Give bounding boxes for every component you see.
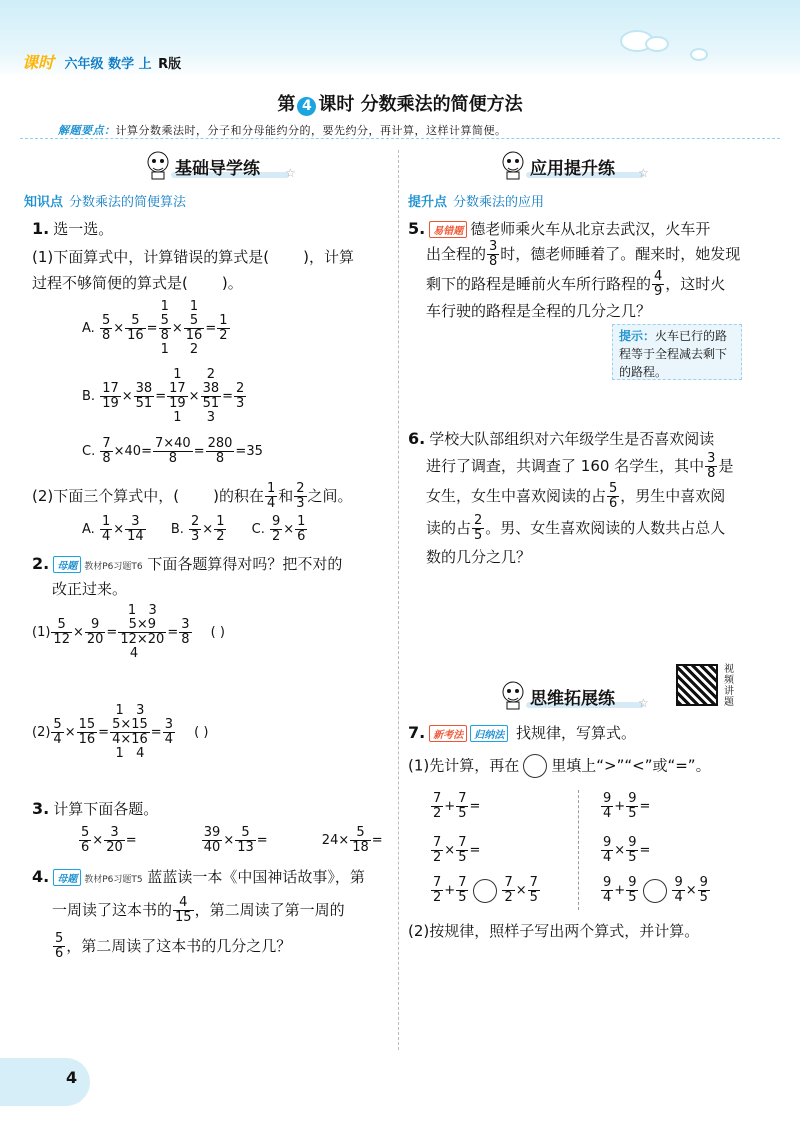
brand-logo: 课时 <box>22 53 55 72</box>
lesson-number-badge: 4 <box>297 97 316 116</box>
grade-label: 六年级 数学 上 <box>64 57 152 72</box>
header-brand <box>22 50 181 73</box>
section-header-basic: 基础导学练 ☆ <box>145 150 305 180</box>
star-icon: ☆ <box>285 166 296 180</box>
q5-line4: 车行驶的路程是全程的几分之几？ <box>426 302 652 320</box>
question-3: 3. 计算下面各题。 <box>32 799 159 818</box>
upgrade-point: 提升点 分数乘法的应用 <box>408 195 545 210</box>
q6-line2: 进行了调查，共调查了 160 名学生，其中 $\frac{3}{8}$ 是 <box>426 451 734 481</box>
question-5: 5. 易错题 德老师乘火车从北京去武汉，火车开 <box>408 219 711 238</box>
q4-line2: 一周读了这本书的 $\frac{4}{15}$ ，第二周读了第一周的 <box>52 895 345 925</box>
q1-part2-options: A. $\frac{1}{4}$ × $\frac{3}{14}$ B. $\frac{2}{3}$ × $\frac{1}{2}$ C. $\frac{9}{2}$ × $\frac{1}{6}$ <box>82 514 306 544</box>
question-6: 6. 学校大队部组织对六年级学生是否喜欢阅读 <box>408 429 715 448</box>
star-icon: ☆ <box>638 696 649 710</box>
column-divider <box>398 150 399 1050</box>
section-header-apply: 应用提升练 ☆ <box>500 150 660 180</box>
q4-line3: $\frac{5}{6}$ ，第二周读了这本书的几分之几？ <box>55 931 292 961</box>
q7-expr-1: $\frac{7}{2}$ + $\frac{7}{5}$ = <box>433 791 481 821</box>
cloud-decoration <box>690 48 708 61</box>
qr-caption: 视频讲题 <box>724 664 734 708</box>
knowledge-point: 知识点 分数乘法的简便算法 <box>24 195 187 210</box>
q1-part2: (2)下面三个算式中，( )的积在 $\frac{1}{4}$ 和 $\frac{2}{3}$ 之间。 <box>32 481 353 511</box>
page-number: 4 <box>66 1068 78 1087</box>
q7-expr-4: $\frac{9}{4}$ + $\frac{9}{5}$ = <box>603 791 651 821</box>
q7-expr-6: $\frac{9}{4}$ + $\frac{9}{5}$ $\frac{9}{4}$ × $\frac{9}{5}$ <box>603 875 708 905</box>
question-2: 2. 母题 教材P6习题T6 下面各题算得对吗？把不对的 <box>32 554 343 573</box>
question-4: 4. 母题 教材P6习题T5 蓝蓝读一本《中国神话故事》，第 <box>32 867 365 886</box>
q6-line5: 数的几分之几？ <box>426 548 532 566</box>
q6-line4: 读的占 $\frac{2}{5}$ 。男、女生喜欢阅读的人数共占总人 <box>426 513 726 543</box>
mascot-icon <box>145 150 171 180</box>
q2-part2: (2) $\frac{5}{4}$ × $\frac{15}{16}$ = 1 3 5×15 4×16 1 4 = $\frac{3}{4}$ ( ) <box>32 703 209 761</box>
mascot-icon <box>500 680 526 710</box>
q7-expr-2: $\frac{7}{2}$ × $\frac{7}{5}$ = <box>433 835 481 865</box>
q2-part1: (1) $\frac{5}{12}$ × $\frac{9}{20}$ = 1 3 5×9 12×20 4 = $\frac{3}{8}$ ( ) <box>32 603 225 661</box>
option-c-expression: C. $\frac{7}{8}$ ×40= $\frac{7\times 40}{8}$ = $\frac{280}{8}$ =35 <box>82 436 263 466</box>
key-tip: 解题要点：计算分数乘法时，分子和分母能约分的，要先约分，再计算，这样计算简便。 <box>58 124 507 137</box>
question-7: 7. 新考法 归纳法 找规律，写算式。 <box>408 723 637 742</box>
q1-part1-line2: 过程不够简便的算式是( )。 <box>32 274 243 292</box>
compare-circle[interactable] <box>643 879 667 903</box>
q5-line2: 出全程的 $\frac{3}{8}$ 时，德老师睡着了。醒来时，她发现 <box>426 239 741 269</box>
star-icon: ☆ <box>638 166 649 180</box>
mascot-icon <box>500 150 526 180</box>
edition-label: R版 <box>158 57 182 72</box>
cloud-decoration <box>645 36 669 52</box>
q6-line3: 女生，女生中喜欢阅读的占 $\frac{5}{6}$ ，男生中喜欢阅 <box>426 481 726 511</box>
section-header-extend: 思维拓展练 ☆ <box>500 680 660 710</box>
option-b-expression: B. $\frac{17}{19}$ × $\frac{38}{51}$ = 1 17 19 1 × 2 38 51 3 = $\frac{2}{3}$ <box>82 367 245 425</box>
question-1: 1. 选一选。 <box>32 219 114 238</box>
q2-line2: 改正过来。 <box>52 580 128 598</box>
q7-expr-3: $\frac{7}{2}$ + $\frac{7}{5}$ $\frac{7}{2}$ × $\frac{7}{5}$ <box>433 875 538 905</box>
divider <box>20 138 780 139</box>
compare-circle <box>523 754 547 778</box>
compare-circle[interactable] <box>473 879 497 903</box>
q7-part1: (1)先计算，再在 里填上“>”“<”或“=”。 <box>408 754 711 778</box>
hint-box: 提示：火车已行的路程等于全程减去剩下的路程。 <box>612 324 742 380</box>
q7-part2: (2)按规律，照样子写出两个算式，并计算。 <box>408 922 700 940</box>
q5-line3: 剩下的路程是睡前火车所行路程的 $\frac{4}{9}$ ，这时火 <box>426 269 726 299</box>
q7-divider <box>578 790 579 910</box>
qr-code-icon[interactable] <box>676 664 718 706</box>
q3-expressions: $\frac{5}{6}$ × $\frac{3}{20}$ = $\frac{39}{40}$ × $\frac{5}{13}$ = 24× $\frac{5}{18}$ = <box>81 825 383 855</box>
page-title: 第 4 课时 分数乘法的简便方法 <box>277 94 523 115</box>
option-a-expression: A. $\frac{5}{8}$ × $\frac{5}{16}$ = 1 5 8 1 × 1 5 16 2 = $\frac{1}{2}$ <box>82 299 228 357</box>
q7-expr-5: $\frac{9}{4}$ × $\frac{9}{5}$ = <box>603 835 651 865</box>
q1-part1: (1)下面算式中，计算错误的算式是( )，计算 <box>32 248 354 266</box>
